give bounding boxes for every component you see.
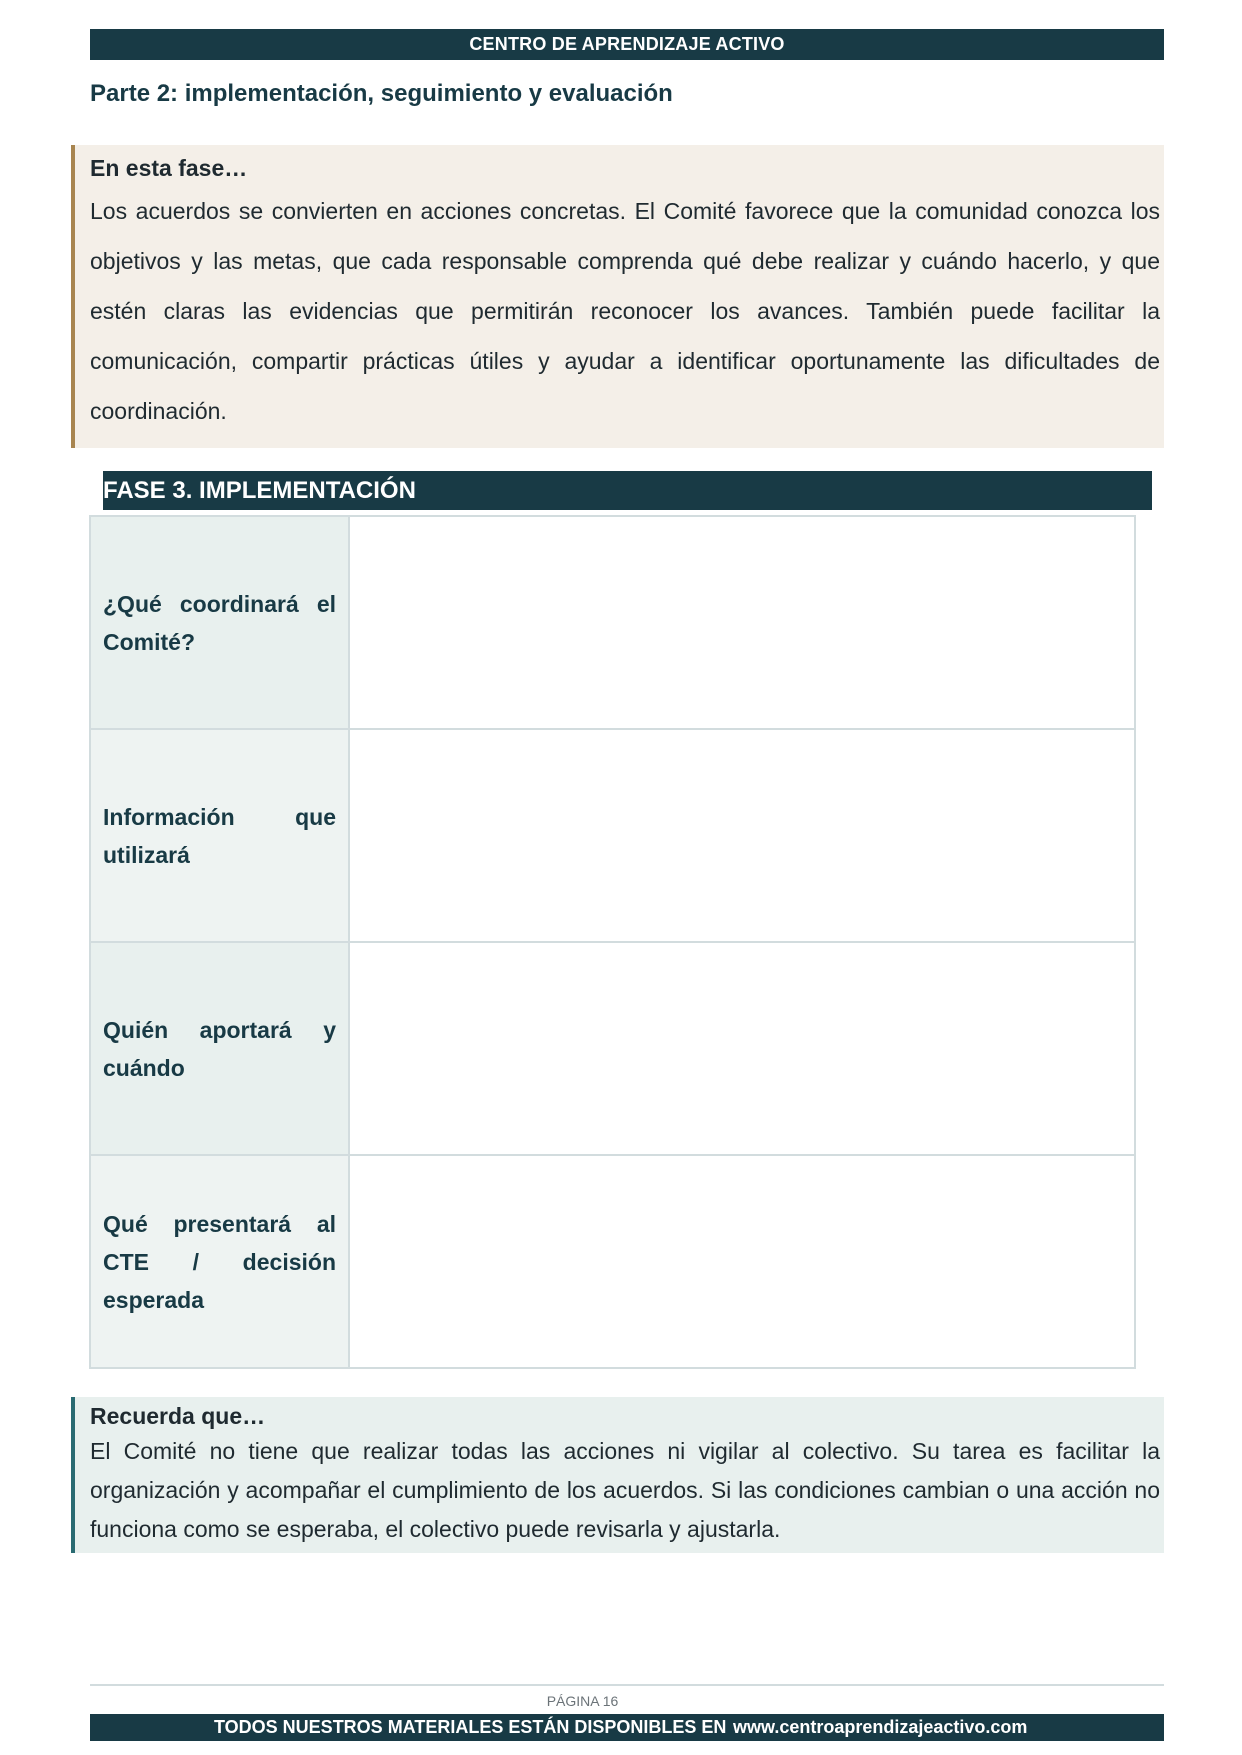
row-answer-field[interactable] xyxy=(349,1155,1135,1368)
row-answer-field[interactable] xyxy=(349,729,1135,942)
phase-info-box xyxy=(71,145,1164,448)
implementation-form-table xyxy=(89,515,1136,1369)
row-label: Quién aportará y cuándo xyxy=(90,942,349,1155)
table-row xyxy=(90,942,1135,1155)
footer-url-link[interactable]: www.centroaprendizajeactivo.com xyxy=(733,1717,1028,1737)
page-number: PÁGINA 16 xyxy=(546,1693,619,1709)
row-label: ¿Qué coordinará el Comité? xyxy=(90,516,349,729)
row-answer-field[interactable] xyxy=(349,942,1135,1155)
table-row xyxy=(90,1155,1135,1368)
row-label: Información que utilizará xyxy=(90,729,349,942)
phase-info-text: Los acuerdos se convierten en acciones concretas. El Comité favorece que la comunidad conozca los objetivos y las metas, que cada responsable comprenda qué debe realizar y cuándo hacerlo, y que estén claras las evidencias que permitirán reconocer los avances. También puede facilitar la comunicación, compartir prácticas útiles y ayudar a identificar oportunamente las dificultades de coordinación. xyxy=(90,198,1160,424)
footer-bar xyxy=(90,1714,1164,1741)
footer-divider xyxy=(90,1684,1164,1686)
phase-info-title: En esta fase… xyxy=(90,155,248,181)
document-header-title: CENTRO DE APRENDIZAJE ACTIVO xyxy=(469,34,785,54)
row-answer-field[interactable] xyxy=(349,516,1135,729)
section-header xyxy=(103,471,1152,510)
table-row xyxy=(90,729,1135,942)
footer-text: TODOS NUESTROS MATERIALES ESTÁN DISPONIBLES EN xyxy=(214,1717,727,1737)
reminder-text: El Comité no tiene que realizar todas las acciones ni vigilar al colectivo. Su tarea es facilitar la organización y acompañar el cumplimiento de los acuerdos. Si las condiciones cambian o una acción no funciona como se esperaba, el colectivo puede revisarla y ajustarla. xyxy=(90,1438,1160,1542)
row-label: Qué presentará al CTE / decisión esperada xyxy=(90,1155,349,1368)
table-row xyxy=(90,516,1135,729)
part-title: Parte 2: implementación, seguimiento y evaluación xyxy=(90,80,673,107)
reminder-title: Recuerda que… xyxy=(90,1403,266,1429)
section-title: FASE 3. IMPLEMENTACIÓN xyxy=(103,477,416,504)
document-header-bar xyxy=(90,29,1164,60)
reminder-box xyxy=(71,1397,1164,1553)
